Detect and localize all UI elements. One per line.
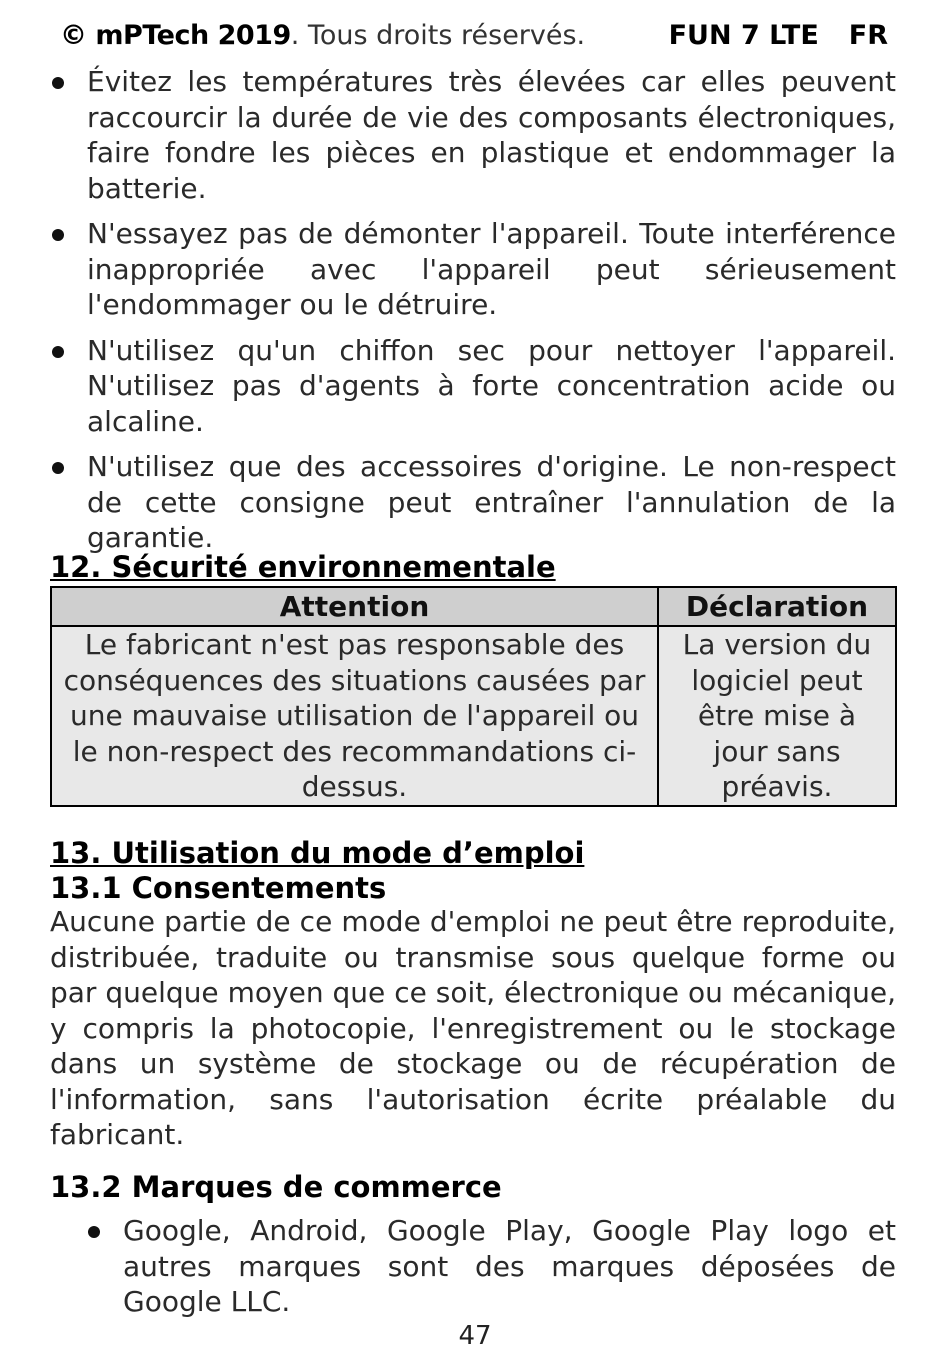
list-item [50,216,896,323]
section-12-title: 12. Sécurité environnementale [50,550,556,584]
page-number: 47 [458,1321,492,1351]
copyright-rights: . Tous droits réservés. [290,20,586,51]
bullet-icon [52,462,64,474]
consent-paragraph: Aucune partie de ce mode d'emploi ne peut être reproduite, distribuée, traduite ou transmise sous quelque forme ou par quelque moyen que ce soit, électronique ou mécanique, y compris la photocopie, l'enregistrement ou le stockage dans un système de stockage ou de récupération de l'information, sans l'autorisation écrite préalable du fabricant. [50,905,896,1151]
list-item [50,333,896,440]
safety-bullet-list [50,64,896,566]
environment-table [50,586,897,807]
header-right [669,16,888,56]
table-row [51,626,896,806]
page-header [60,16,888,56]
list-item-text: Google, Android, Google Play, Google Play logo et autres marques sont des marques déposées de Google LLC. [123,1214,896,1318]
subsection-13-1-title: 13.1 Consentements [50,871,387,905]
bullet-icon [88,1226,100,1238]
copyright-notice [60,16,585,56]
trademark-bullet-list [86,1213,896,1330]
list-item [50,449,896,556]
list-item-text: N'utilisez qu'un chiffon sec pour nettoyer l'appareil. N'utilisez pas d'agents à forte concentration acide ou alcaline. [87,333,896,438]
list-item-text: Évitez les températures très élevées car elles peuvent raccourcir la durée de vie des composants électroniques, faire fondre les pièces en plastique et endommager la batterie. [87,65,896,205]
copyright-brand: © mPTech 2019 [60,20,291,51]
list-item [86,1213,896,1320]
table-cell-attention: Le fabricant n'est pas responsable des conséquences des situations causées par une mauvaise utilisation de l'appareil ou le non-respect des recommandations ci-dessus. [51,626,658,806]
table-header-attention: Attention [51,587,658,626]
bullet-icon [52,77,64,89]
list-item-text: N'utilisez que des accessoires d'origine. Le non-respect de cette consigne peut entraîner l'annulation de la garantie. [87,450,896,554]
section-13-title: 13. Utilisation du mode d’emploi [50,836,585,870]
subsection-13-2-title: 13.2 Marques de commerce [50,1170,502,1204]
bullet-icon [52,346,64,358]
table-header-declaration: Déclaration [658,587,896,626]
list-item [50,64,896,206]
device-model: FUN 7 LTE [668,20,819,51]
language-code: FR [848,20,888,51]
table-header-row [51,587,896,626]
list-item-text: N'essayez pas de démonter l'appareil. Toute interférence inappropriée avec l'appareil peut sérieusement l'endommager ou le détruire. [87,217,896,321]
bullet-icon [52,229,64,241]
table-cell-declaration: La version du logiciel peut être mise à jour sans préavis. [658,626,896,806]
